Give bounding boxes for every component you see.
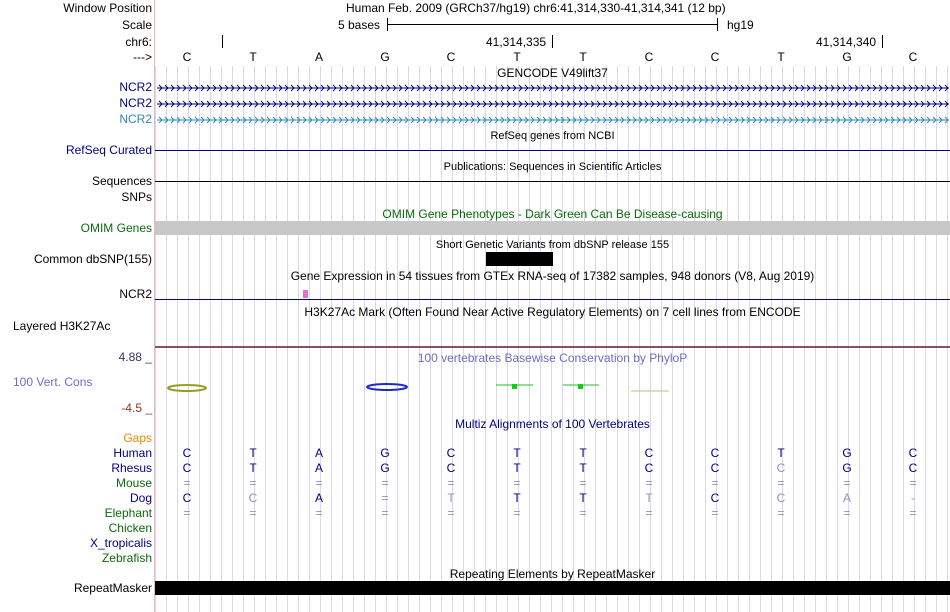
reference-base: C [644, 50, 654, 64]
publications-label[interactable]: Sequences [91, 174, 152, 188]
ruler-position-2: 41,314,340 [816, 35, 877, 49]
phylop-label[interactable]: 100 Vert. Cons [13, 375, 93, 389]
phylop-mark [512, 384, 517, 389]
repeatmasker-track-title: Repeating Elements by RepeatMasker [449, 567, 656, 581]
refseq-label[interactable]: RefSeq Curated [65, 143, 152, 157]
multiz-base: = [909, 476, 917, 490]
multiz-base: = [447, 476, 455, 490]
scale-text: 5 bases [338, 18, 381, 32]
gencode-row-label-2[interactable]: NCR2 [119, 96, 152, 110]
reference-base: A [314, 50, 323, 64]
phylop-signal[interactable] [155, 378, 950, 398]
multiz-base: = [381, 506, 389, 520]
multiz-base: = [843, 476, 851, 490]
multiz-base: T [249, 461, 257, 475]
h3k27ac-signal[interactable] [155, 346, 950, 348]
multiz-base: = [315, 476, 323, 490]
publications-line[interactable] [155, 181, 950, 182]
multiz-base: = [579, 476, 587, 490]
multiz-base: = [513, 476, 521, 490]
phylop-mark [578, 384, 583, 389]
reference-base: C [908, 50, 918, 64]
phylop-track-title: 100 vertebrates Basewise Conservation by PhyloP [417, 351, 688, 365]
multiz-base: = [777, 506, 785, 520]
multiz-base: C [446, 461, 456, 475]
publications-track-title: Publications: Sequences in Scientific Articles [443, 161, 662, 173]
h3k27ac-label[interactable]: Layered H3K27Ac [13, 319, 111, 333]
phylop-logo-c [168, 385, 206, 391]
multiz-base: T [447, 491, 455, 505]
multiz-base: T [249, 446, 257, 460]
ruler-tick [552, 35, 553, 48]
multiz-species-label[interactable]: Chicken [108, 521, 152, 535]
multiz-base: T [579, 446, 587, 460]
ruler-tick [222, 35, 223, 48]
multiz-base: = [909, 506, 917, 520]
multiz-base: = [381, 491, 389, 505]
snps-label[interactable]: SNPs [121, 190, 152, 204]
multiz-base: = [447, 506, 455, 520]
scale-bar [387, 24, 718, 25]
multiz-base: = [315, 506, 323, 520]
multiz-base: C [776, 461, 786, 475]
reference-base: C [182, 50, 192, 64]
multiz-base: = [513, 506, 521, 520]
strand-label: ---> [133, 50, 152, 64]
multiz-base: A [314, 461, 323, 475]
multiz-base: C [446, 446, 456, 460]
multiz-species-label[interactable]: Elephant [104, 506, 152, 520]
chrom-label: chr6: [125, 35, 152, 49]
multiz-base: C [908, 446, 918, 460]
scale-label: Scale [121, 18, 152, 32]
ncr2-transcript-3[interactable] [157, 114, 949, 124]
multiz-base: = [645, 506, 653, 520]
multiz-base: - [911, 491, 915, 505]
gtex-gene-line[interactable] [155, 299, 950, 300]
multiz-base: = [249, 506, 257, 520]
multiz-base: A [314, 446, 323, 460]
multiz-base: G [380, 446, 390, 460]
reference-base: G [380, 50, 390, 64]
reference-base: T [249, 50, 257, 64]
dbsnp-track-title: Short Genetic Variants from dbSNP release 155 [435, 239, 670, 251]
gtex-track-title: Gene Expression in 54 tissues from GTEx RNA-seq of 17382 samples, 948 donors (V8, Aug 2019) [290, 269, 815, 283]
multiz-base: T [645, 491, 653, 505]
repeatmasker-label[interactable]: RepeatMasker [73, 581, 152, 595]
multiz-base: C [776, 491, 786, 505]
dbsnp-variant[interactable] [486, 252, 553, 266]
multiz-base: G [842, 446, 852, 460]
multiz-base: T [513, 491, 521, 505]
multiz-base: T [777, 446, 785, 460]
reference-base: T [777, 50, 785, 64]
ruler-position-1: 41,314,335 [486, 35, 547, 49]
gencode-track-title: GENCODE V49lift37 [497, 66, 608, 80]
multiz-base: = [249, 476, 257, 490]
reference-base: C [710, 50, 720, 64]
repeatmasker-element[interactable] [155, 581, 950, 595]
multiz-base: C [248, 491, 258, 505]
ncr2-transcript-1[interactable] [157, 82, 949, 92]
ncr2-transcript-2[interactable] [157, 98, 949, 108]
refseq-track-title: RefSeq genes from NCBI [490, 130, 615, 142]
dbsnp-label[interactable]: Common dbSNP(155) [33, 252, 152, 266]
multiz-species-label[interactable]: Mouse [115, 476, 152, 490]
window-position-value: Human Feb. 2009 (GRCh37/hg19) chr6:41,314,330-41,314,341 (12 bp) [346, 1, 726, 15]
reference-base: T [513, 50, 521, 64]
scale-bar-right-tick [717, 18, 718, 31]
scale-db: hg19 [727, 18, 754, 32]
multiz-base: G [380, 461, 390, 475]
multiz-base: = [183, 506, 191, 520]
reference-base: C [446, 50, 456, 64]
multiz-base: C [182, 446, 192, 460]
multiz-base: = [381, 476, 389, 490]
multiz-base: C [710, 446, 720, 460]
multiz-base: = [711, 476, 719, 490]
multiz-track-title: Multiz Alignments of 100 Vertebrates [455, 417, 650, 431]
multiz-base: T [579, 461, 587, 475]
h3k27ac-track-title: H3K27Ac Mark (Often Found Near Active Regulatory Elements) on 7 cell lines from ENCODE [304, 305, 801, 319]
multiz-base: G [842, 461, 852, 475]
multiz-base: C [644, 461, 654, 475]
multiz-base: C [644, 446, 654, 460]
multiz-species-label[interactable]: Zebrafish [101, 551, 152, 565]
omim-gene-bar[interactable] [155, 221, 950, 235]
multiz-base: C [182, 461, 192, 475]
multiz-species-label[interactable]: Rhesus [111, 461, 152, 475]
omim-label[interactable]: OMIM Genes [80, 221, 152, 235]
multiz-base: T [513, 461, 521, 475]
multiz-base: T [513, 446, 521, 460]
multiz-base: = [777, 476, 785, 490]
multiz-base: = [645, 476, 653, 490]
multiz-species-label[interactable]: X_tropicalis [89, 536, 152, 550]
gencode-row-label-1[interactable]: NCR2 [119, 80, 152, 94]
gencode-row-label-3[interactable]: NCR2 [119, 112, 152, 126]
multiz-base: A [314, 491, 323, 505]
phylop-ymin: -4.5 _ [121, 401, 152, 415]
multiz-base: C [710, 461, 720, 475]
multiz-base: = [711, 506, 719, 520]
ruler-tick [882, 35, 883, 48]
gtex-label[interactable]: NCR2 [119, 287, 152, 301]
gaps-label[interactable]: Gaps [123, 431, 152, 445]
phylop-ymax: 4.88 _ [118, 350, 152, 364]
multiz-base: = [183, 476, 191, 490]
scale-bar-left-tick [387, 18, 388, 31]
multiz-species-label[interactable]: Human [113, 446, 152, 460]
multiz-base: A [842, 491, 851, 505]
multiz-base: T [579, 491, 587, 505]
reference-base: G [842, 50, 852, 64]
omim-track-title: OMIM Gene Phenotypes - Dark Green Can Be Disease-causing [382, 207, 723, 221]
reference-base: T [579, 50, 587, 64]
multiz-base: = [579, 506, 587, 520]
refseq-gene-line[interactable] [155, 150, 950, 151]
multiz-base: C [908, 461, 918, 475]
multiz-base: C [182, 491, 192, 505]
window-position-label: Window Position [63, 1, 152, 15]
gtex-expression-bar[interactable] [303, 290, 308, 298]
multiz-base: C [710, 491, 720, 505]
phylop-logo-g [367, 384, 407, 390]
multiz-species-label[interactable]: Dog [129, 491, 152, 505]
multiz-base: = [843, 506, 851, 520]
